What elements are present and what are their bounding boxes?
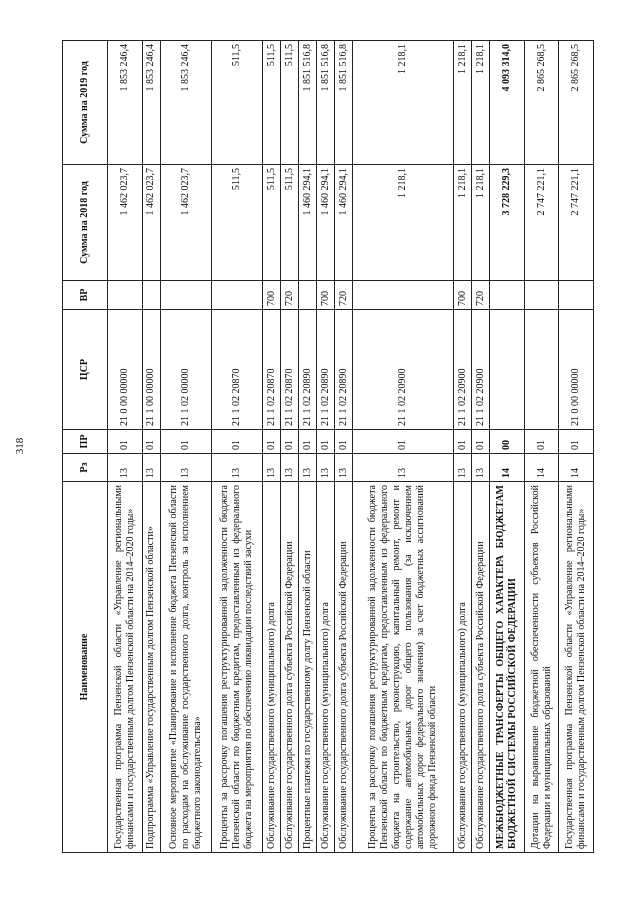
cell-pr: 01 bbox=[335, 430, 353, 454]
cell-sum-2018: 1 218,1 bbox=[454, 165, 472, 281]
cell-csr: 21 1 02 20870 bbox=[211, 310, 262, 430]
cell-sum-2018: 511,5 bbox=[281, 165, 299, 281]
cell-vr: 720 bbox=[472, 281, 490, 310]
cell-rz: 13 bbox=[263, 454, 281, 482]
cell-vr bbox=[524, 281, 559, 310]
table-row bbox=[454, 41, 472, 853]
cell-sum-2019: 1 851 516,8 bbox=[317, 41, 335, 165]
cell-vr bbox=[559, 281, 594, 310]
cell-pr: 01 bbox=[559, 430, 594, 454]
cell-csr: 21 1 02 20900 bbox=[353, 310, 454, 430]
cell-rz: 13 bbox=[160, 454, 211, 482]
cell-sum-2019: 1 851 516,8 bbox=[299, 41, 317, 165]
table-row bbox=[524, 41, 559, 853]
cell-vr bbox=[108, 281, 143, 310]
cell-vr bbox=[211, 281, 262, 310]
cell-pr: 01 bbox=[299, 430, 317, 454]
cell-sum-2019: 1 218,1 bbox=[472, 41, 490, 165]
cell-name: Основное мероприятие «Планирование и исполнение бюджета Пензенской области по расходам на обслуживание государственного долга, контроль за исполнением бюджетного законодательства» bbox=[160, 482, 211, 853]
budget-table-container bbox=[62, 41, 594, 853]
cell-pr: 01 bbox=[160, 430, 211, 454]
table-row bbox=[142, 41, 160, 853]
cell-rz: 13 bbox=[335, 454, 353, 482]
cell-csr bbox=[524, 310, 559, 430]
cell-sum-2019: 2 865 268,5 bbox=[524, 41, 559, 165]
cell-name: МЕЖБЮДЖЕТНЫЕ ТРАНСФЕРТЫ ОБЩЕГО ХАРАКТЕРА БЮДЖЕТАМ БЮДЖЕТНОЙ СИСТЕМЫ РОССИЙСКОЙ ФЕДЕРАЦИИ bbox=[490, 482, 525, 853]
cell-pr: 01 bbox=[353, 430, 454, 454]
cell-vr: 700 bbox=[454, 281, 472, 310]
cell-vr bbox=[142, 281, 160, 310]
budget-table bbox=[62, 40, 594, 853]
cell-sum-2018: 1 460 294,1 bbox=[317, 165, 335, 281]
cell-name: Процентные платежи по государственному долгу Пензенской области bbox=[299, 482, 317, 853]
cell-vr bbox=[353, 281, 454, 310]
cell-rz: 13 bbox=[454, 454, 472, 482]
cell-vr bbox=[490, 281, 525, 310]
cell-csr: 21 1 02 00000 bbox=[160, 310, 211, 430]
cell-pr: 01 bbox=[317, 430, 335, 454]
cell-vr bbox=[299, 281, 317, 310]
header-rz: Рз bbox=[63, 454, 108, 482]
cell-name: Подпрограмма «Управление государственным долгом Пензенской области» bbox=[142, 482, 160, 853]
cell-vr bbox=[160, 281, 211, 310]
table-row bbox=[108, 41, 143, 853]
table-row bbox=[490, 41, 525, 853]
cell-name: Обслуживание государственного долга субъекта Российской Федерации bbox=[472, 482, 490, 853]
cell-rz: 13 bbox=[211, 454, 262, 482]
cell-name: Государственная программа Пензенской области «Управление региональными финансами и государственным долгом Пензенской области на 2014–2020 годы» bbox=[559, 482, 594, 853]
table-row bbox=[472, 41, 490, 853]
cell-rz: 13 bbox=[142, 454, 160, 482]
cell-sum-2018: 2 747 221,1 bbox=[559, 165, 594, 281]
cell-sum-2019: 511,5 bbox=[211, 41, 262, 165]
table-row bbox=[299, 41, 317, 853]
cell-name: Обслуживание государственного (муниципального) долга bbox=[317, 482, 335, 853]
table-row bbox=[335, 41, 353, 853]
cell-csr: 21 1 02 20900 bbox=[454, 310, 472, 430]
cell-sum-2018: 3 728 229,3 bbox=[490, 165, 525, 281]
cell-vr: 700 bbox=[263, 281, 281, 310]
cell-rz: 13 bbox=[317, 454, 335, 482]
cell-pr: 00 bbox=[490, 430, 525, 454]
header-sum-2018: Сумма на 2018 год bbox=[63, 165, 108, 281]
header-name: Наименование bbox=[63, 482, 108, 853]
table-row bbox=[263, 41, 281, 853]
cell-csr: 21 1 02 20870 bbox=[281, 310, 299, 430]
cell-sum-2019: 1 851 516,8 bbox=[335, 41, 353, 165]
table-row bbox=[211, 41, 262, 853]
cell-rz: 14 bbox=[559, 454, 594, 482]
table-row bbox=[317, 41, 335, 853]
cell-pr: 01 bbox=[524, 430, 559, 454]
cell-pr: 01 bbox=[108, 430, 143, 454]
cell-rz: 13 bbox=[353, 454, 454, 482]
cell-sum-2019: 1 853 246,4 bbox=[108, 41, 143, 165]
cell-pr: 01 bbox=[142, 430, 160, 454]
cell-csr: 21 1 02 20890 bbox=[335, 310, 353, 430]
cell-name: Обслуживание государственного (муниципального) долга bbox=[263, 482, 281, 853]
cell-rz: 14 bbox=[524, 454, 559, 482]
cell-sum-2018: 1 460 294,1 bbox=[335, 165, 353, 281]
cell-csr: 21 1 02 20870 bbox=[263, 310, 281, 430]
cell-rz: 13 bbox=[299, 454, 317, 482]
cell-sum-2018: 1 462 023,7 bbox=[108, 165, 143, 281]
table-body bbox=[108, 41, 594, 853]
cell-name: Обслуживание государственного долга субъекта Российской Федерации bbox=[335, 482, 353, 853]
cell-sum-2018: 1 218,1 bbox=[472, 165, 490, 281]
cell-pr: 01 bbox=[263, 430, 281, 454]
cell-sum-2018: 1 462 023,7 bbox=[142, 165, 160, 281]
cell-csr: 21 1 02 20890 bbox=[299, 310, 317, 430]
cell-name: Государственная программа Пензенской области «Управление региональными финансами и государственным долгом Пензенской области на 2014–2020 годы» bbox=[108, 482, 143, 853]
cell-name: Обслуживание государственного долга субъекта Российской Федерации bbox=[281, 482, 299, 853]
cell-name: Дотации на выравнивание бюджетной обеспеченности субъектов Российской Федерации и муниципальных образований bbox=[524, 482, 559, 853]
table-row bbox=[160, 41, 211, 853]
cell-sum-2018: 1 218,1 bbox=[353, 165, 454, 281]
cell-csr: 21 0 00 00000 bbox=[108, 310, 143, 430]
page-number: 318 bbox=[14, 437, 26, 455]
cell-name: Обслуживание государственного (муниципального) долга bbox=[454, 482, 472, 853]
cell-name: Проценты за рассрочку погашения реструктурированной задолженности бюджета Пензенской области по бюджетным кредитам, предоставленным из федерального бюджета на мероприятия по обеспечению ликвидации последствий засухи bbox=[211, 482, 262, 853]
table-row bbox=[559, 41, 594, 853]
cell-name: Проценты за рассрочку погашения реструктурированной задолженности бюджета Пензенской области по бюджетным кредитам, предоставленным из федерального бюджета на строительство, реконструкцию, капитальный ремонт, ремонт и содержание автомобильных дорог общего пользования (за исключением автомобильных дорог федерального значения) за счет бюджетных ассигнований дорожного фонда Пензенской области bbox=[353, 482, 454, 853]
cell-vr: 720 bbox=[281, 281, 299, 310]
table-row bbox=[353, 41, 454, 853]
cell-sum-2018: 1 462 023,7 bbox=[160, 165, 211, 281]
cell-sum-2019: 1 853 246,4 bbox=[160, 41, 211, 165]
cell-sum-2019: 511,5 bbox=[281, 41, 299, 165]
cell-vr: 700 bbox=[317, 281, 335, 310]
cell-sum-2019: 1 218,1 bbox=[353, 41, 454, 165]
cell-sum-2018: 2 747 221,1 bbox=[524, 165, 559, 281]
cell-sum-2018: 1 460 294,1 bbox=[299, 165, 317, 281]
cell-csr: 21 1 02 20900 bbox=[472, 310, 490, 430]
cell-pr: 01 bbox=[211, 430, 262, 454]
cell-csr: 21 0 00 00000 bbox=[559, 310, 594, 430]
cell-sum-2019: 4 093 314,0 bbox=[490, 41, 525, 165]
cell-rz: 13 bbox=[108, 454, 143, 482]
cell-csr bbox=[490, 310, 525, 430]
cell-sum-2018: 511,5 bbox=[211, 165, 262, 281]
table-header-row bbox=[63, 41, 108, 853]
header-sum-2019: Сумма на 2019 год bbox=[63, 41, 108, 165]
cell-rz: 13 bbox=[472, 454, 490, 482]
cell-sum-2018: 511,5 bbox=[263, 165, 281, 281]
cell-vr: 720 bbox=[335, 281, 353, 310]
cell-pr: 01 bbox=[281, 430, 299, 454]
cell-sum-2019: 1 218,1 bbox=[454, 41, 472, 165]
cell-pr: 01 bbox=[472, 430, 490, 454]
cell-csr: 21 1 02 20890 bbox=[317, 310, 335, 430]
cell-sum-2019: 511,5 bbox=[263, 41, 281, 165]
cell-rz: 14 bbox=[490, 454, 525, 482]
cell-csr: 21 1 00 00000 bbox=[142, 310, 160, 430]
header-pr: ПР bbox=[63, 430, 108, 454]
header-vr: ВР bbox=[63, 281, 108, 310]
cell-sum-2019: 2 865 268,5 bbox=[559, 41, 594, 165]
header-csr: ЦСР bbox=[63, 310, 108, 430]
cell-rz: 13 bbox=[281, 454, 299, 482]
cell-sum-2019: 1 853 246,4 bbox=[142, 41, 160, 165]
cell-pr: 01 bbox=[454, 430, 472, 454]
table-row bbox=[281, 41, 299, 853]
